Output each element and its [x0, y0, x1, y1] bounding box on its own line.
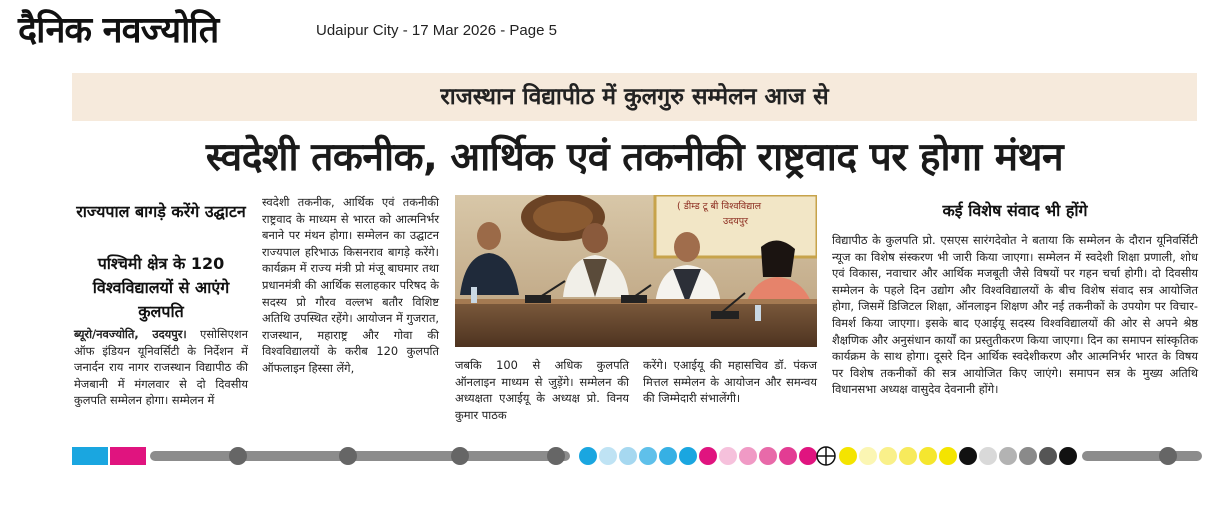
printer-color-bar — [72, 445, 1202, 467]
column-3-text: जबकि 100 से अधिक कुलपति ऑनलाइन माध्यम से जुड़ेंगे। सम्मेलन की अध्यक्षता एआईयू के अध्यक्ष प्रो. विनय कुमार पाठक — [455, 358, 629, 422]
right-heading: कई विशेष संवाद भी होंगे — [942, 201, 1088, 220]
photo-banner-line1: ( डीम्ड टू बी विश्वविद्याल — [677, 201, 762, 212]
main-headline: स्वदेशी तकनीक, आर्थिक एवं तकनीकी राष्ट्रवाद पर होगा मंथन — [205, 135, 1064, 180]
news-photo — [455, 195, 817, 347]
column-2-text: स्वदेशी तकनीक, आर्थिक एवं तकनीकी राष्ट्रवाद के माध्यम से भारत को आत्मनिर्भर बनाने पर मंथन होगा। सम्मेलन का उद्घाटन राज्यपाल हरिभाऊ किसनराव बागड़े करेंगे। कार्यक्रम में राज्य मंत्री प्रो मंजू बाघमार तथा प्रधानमंत्री की आर्थिक सलाहकार परिषद के सदस्य प्रो गौरव वल्लभ बतौर विशिष्ट अतिथि उपस्थित रहेंगे। आयोजन में गुजरात, राजस्थान, महाराष्ट्र और गोवा की विश्वविद्यालयों के करीब 120 कुलपति ऑफलाइन हिस्सा लेंगे, — [262, 195, 439, 375]
newspaper-masthead: दैनिक नवज्योति — [18, 9, 219, 51]
left-body: एसोसिएशन ऑफ इंडियन यूनिवर्सिटी के निर्देशन में जनार्दन राय नागर राजस्थान विद्यापीठ की मेजबानी में मंगलवार से दो दिवसीय कुलपति सम्मेलन होगा। सम्मेलन में — [74, 327, 248, 408]
clipped-previous-text — [74, 56, 774, 66]
right-column-text: विद्यापीठ के कुलपति प्रो. एसएस सारंगदेवोत ने बताया कि सम्मेलन के दौरान यूनिवर्सिटी न्यूज का विशेष संस्करण भी जारी किया जाएगा। सम्मेलन में स्वदेशी शिक्षा प्रणाली, शोध एवं विकास, नवाचार और आर्थिक मजबूती जैसे विषयों पर गहन चर्चा होगी। दो दिवसीय सम्मेलन के पहले दिन उद्योग और विश्वविद्यालयों के बीच विशेष संवाद सत्र आयोजित होगा, जिसमें डिजिटल शिक्षा, ऑनलाइन शिक्षण और नई तकनीकों के उपयोग पर विचार-विमर्श किया जाएगा। इसके बाद एआईयू सदस्य विश्वविद्यालयों की ओर से अपने श्रेष्ठ शैक्षणिक और अनुसंधान कार्यों का प्रस्तुतीकरण किया जाएगा। दिन का समापन सांस्कृतिक कार्यक्रम के साथ होगा। दूसरे दिन आर्थिक स्वदेशीकरण और आत्मनिर्भर भारत के विषय पर विशेष तकनीकों की सत्र आयोजित किए जाएंगे। समापन सत्र के मुख्य अतिथि विधानसभा अध्यक्ष वासुदेव देवनानी होंगे। — [832, 233, 1198, 397]
kicker-headline: राजस्थान विद्यापीठ में कुलगुरु सम्मेलन आज से — [440, 84, 829, 110]
column-4-text: करेंगे। एआईयू की महासचिव डॉ. पंकज मित्तल सम्मेलन के आयोजन और समन्वय की जिम्मेदारी संभालेंगी। — [643, 358, 817, 406]
left-column-text — [74, 326, 248, 409]
edition-date-page: Udaipur City - 17 Mar 2026 - Page 5 — [316, 22, 557, 39]
photo-banner-line2: उदयपुर — [723, 216, 749, 227]
byline: ब्यूरो/नवज्योति, उदयपुर। — [74, 327, 187, 341]
left-subheading: पश्चिमी क्षेत्र के 120 विश्वविद्यालयों से आएंगे कुलपति — [92, 254, 230, 321]
left-heading: राज्यपाल बागड़े करेंगे उद्घाटन — [76, 202, 246, 221]
